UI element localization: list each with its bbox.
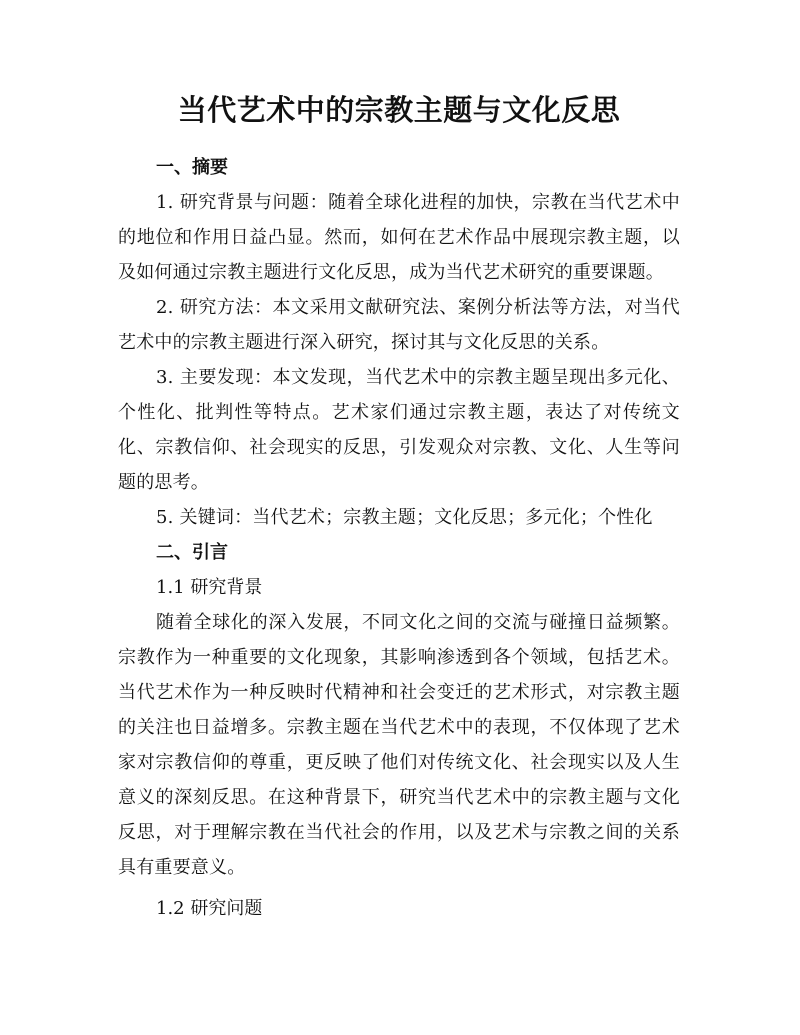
subsection-heading-research-question: 1.2 研究问题 [156,898,263,919]
background-paragraph: 随着全球化的深入发展，不同文化之间的交流与碰撞日益频繁。宗教作为一种重要的文化现象，其影响渗透到各个领域，包括艺术。当代艺术作为一种反映时代精神和社会变迁的艺术形式，对宗教主题的关注也日益增多。宗教主题在当代艺术中的表现，不仅体现了艺术家对宗教信仰的尊重，更反映了他们对传统文化、社会现实以及人生意义的深刻反思。在这种背景下，研究当代艺术中的宗教主题与文化反思，对于理解宗教在当代社会的作用，以及艺术与宗教之间的关系具有重要意义。 [118,612,680,878]
document-title: 当代艺术中的宗教主题与文化反思 [177,93,621,127]
abstract-item-method: 2. 研究方法：本文采用文献研究法、案例分析法等方法，对当代艺术中的宗教主题进行深入研究，探讨其与文化反思的关系。 [118,297,680,353]
abstract-item-keywords: 5. 关键词：当代艺术；宗教主题；文化反思；多元化；个性化 [156,507,653,528]
abstract-item-findings: 3. 主要发现：本文发现，当代艺术中的宗教主题呈现出多元化、个性化、批判性等特点。艺术家们通过宗教主题，表达了对传统文化、宗教信仰、社会现实的反思，引发观众对宗教、文化、人生等问题的思考。 [118,367,680,493]
subsection-heading-background: 1.1 研究背景 [156,577,263,598]
abstract-item-background: 1. 研究背景与问题：随着全球化进程的加快，宗教在当代艺术中的地位和作用日益凸显。然而，如何在艺术作品中展现宗教主题，以及如何通过宗教主题进行文化反思，成为当代艺术研究的重要课题。 [118,192,680,283]
section-heading-abstract: 一、摘要 [156,157,228,178]
section-heading-introduction: 二、引言 [156,542,228,563]
